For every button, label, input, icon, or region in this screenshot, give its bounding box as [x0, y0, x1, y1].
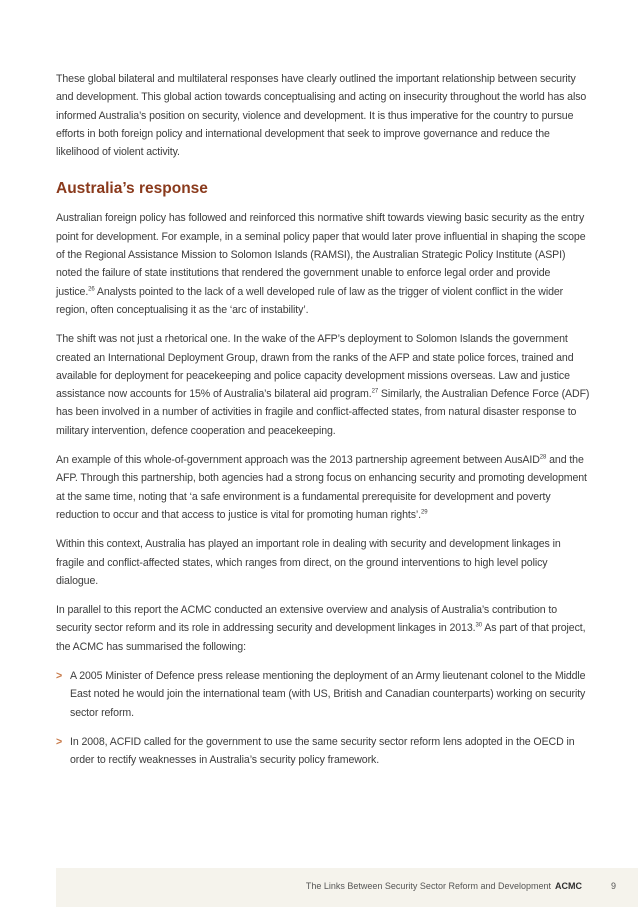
- paragraph-3: [56, 451, 590, 524]
- paragraph-5-text-b: As part of that project, the ACMC has summarised the following:: [56, 622, 586, 653]
- footer: [56, 868, 638, 907]
- footer-title-text: The Links Between Security Sector Reform and Development: [305, 881, 551, 891]
- footnote-29[interactable]: 29: [421, 509, 428, 516]
- chevron-right-icon: >: [56, 670, 63, 683]
- bullet-list: [56, 667, 590, 769]
- paragraph-3-text-a: An example of this whole-of-government approach was the 2013 partnership agreement between AusAID: [56, 454, 540, 467]
- page-content: [56, 70, 590, 781]
- paragraph-3-text-b: and the AFP. Through this partnership, both agencies had a strong focus on enhancing security and promoting development at the same time, noting that ‘a safe environment is a fundamental prerequisite for development and poverty reduction to occur and that access to justice is vital for promoting human rights’.: [56, 454, 587, 521]
- page-number: 9: [610, 881, 616, 891]
- list-item: [56, 667, 590, 722]
- list-item: [56, 733, 590, 770]
- paragraph-2: [56, 330, 590, 440]
- paragraph-1: [56, 209, 590, 319]
- footer-org: ACMC: [555, 881, 582, 891]
- paragraph-2-text-a: The shift was not just a rhetorical one. In the wake of the AFP’s deployment to Solomon Islands the government created an International Deployment Group, drawn from the ranks of the AFP and state police forces, trained and available for deployment for peacekeeping and police capacity development missions overseas. Law and justice assistance now accounts for 15% of Australia’s bilateral aid program.: [56, 333, 574, 401]
- footnote-27[interactable]: 27: [371, 388, 379, 395]
- footer-title: [306, 881, 582, 891]
- footnote-26[interactable]: 26: [88, 286, 95, 293]
- list-item-text: In 2008, ACFID called for the government to use the same security sector reform lens adopted in the OECD in order to rectify weaknesses in Australia’s security policy framework.: [70, 735, 575, 767]
- section-heading: Australia’s response: [56, 180, 208, 198]
- paragraph-1-text-b: Analysts pointed to the lack of a well developed rule of law as the trigger of violent conflict in the wider region, often conceptualising it as the ‘arc of instability’.: [56, 285, 564, 316]
- footnote-28[interactable]: 28: [539, 454, 547, 461]
- paragraph-1-text-a: Australian foreign policy has followed and reinforced this normative shift towards viewing basic security as the entry point for development. For example, in a seminal policy paper that would later prove influential in shaping the scope of the Regional Assistance Mission to Solomon Islands (RAMSI), the Australian Strategic Policy Institute (ASPI) noted the failure of state institutions that rendered the government unable to enforce legal order and provide justice.: [56, 212, 586, 298]
- paragraph-4: Within this context, Australia has played an important role in dealing with security and development linkages in fragile and conflict-affected states, which ranges from direct, on the ground interventions to high level policy dialogue.: [56, 538, 561, 587]
- paragraph-5-text-a: In parallel to this report the ACMC conducted an extensive overview and analysis of Australia’s contribution to security sector reform and its role in addressing security and development linkages in 2013.: [56, 604, 558, 635]
- paragraph-5: [56, 601, 590, 656]
- intro-paragraph: These global bilateral and multilateral responses have clearly outlined the important relationship between security and development. This global action towards conceptualising and acting on insecurity throughout the world has also informed Australia’s position on security, violence and development. It is thus imperative for the country to pursue efforts in both foreign policy and international development that seek to improve governance and reduce the likelihood of violent activity.: [56, 73, 587, 159]
- paragraph-2-text-b: Similarly, the Australian Defence Force (ADF) has been involved in a number of activities in fragile and conflict-affected states, from natural disaster response to military intervention, defence cooperation and peacekeeping.: [56, 388, 590, 437]
- footnote-30[interactable]: 30: [475, 622, 482, 629]
- list-item-text: A 2005 Minister of Defence press release mentioning the deployment of an Army lieutenant colonel to the Middle East noted he would join the international team (with US, British and Canadian counterparts) working on security sector reform.: [70, 670, 586, 719]
- chevron-right-icon: >: [56, 735, 63, 748]
